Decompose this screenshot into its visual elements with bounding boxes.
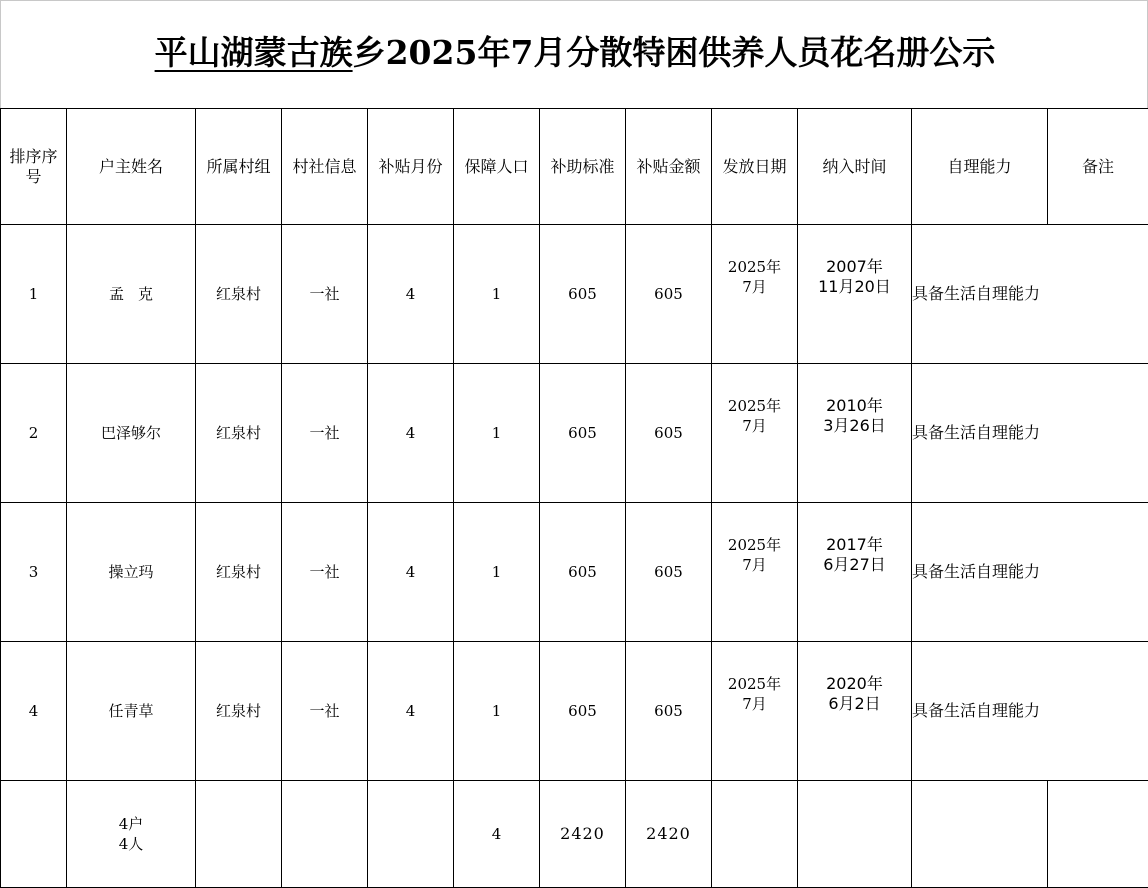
- table-row: [1, 503, 1148, 642]
- cell-standard: 605: [540, 503, 626, 642]
- cell-group: 红泉村: [196, 503, 282, 642]
- cell-months: 4: [368, 503, 454, 642]
- cell-group: 红泉村: [196, 642, 282, 781]
- cell-remark: [1048, 225, 1148, 364]
- header-months: 补贴月份: [368, 109, 454, 225]
- cell-enroll-time: 2017年 6月27日: [798, 503, 912, 642]
- cell-persons: 1: [454, 503, 540, 642]
- cell-owner: 孟克: [67, 225, 196, 364]
- cell-issue-date: 2025年 7月: [712, 225, 798, 364]
- header-amount: 补贴金额: [626, 109, 712, 225]
- header-row: [1, 109, 1148, 225]
- header-persons: 保障人口: [454, 109, 540, 225]
- header-seq: 排序序号: [1, 109, 67, 225]
- total-standard: 2420: [540, 781, 626, 888]
- cell-group: 红泉村: [196, 225, 282, 364]
- cell-issue-date: 2025年 7月: [712, 642, 798, 781]
- cell-enroll-time: 2007年 11月20日: [798, 225, 912, 364]
- page-title: [1, 27, 1148, 74]
- cell-village-info: 一社: [282, 503, 368, 642]
- total-enroll-time: [798, 781, 912, 888]
- header-group: 所属村组: [196, 109, 282, 225]
- header-village-info: 村社信息: [282, 109, 368, 225]
- total-issue-date: [712, 781, 798, 888]
- total-months: [368, 781, 454, 888]
- cell-village-info: 一社: [282, 364, 368, 503]
- cell-self-care: 具备生活自理能力: [912, 503, 1048, 642]
- cell-persons: 1: [454, 642, 540, 781]
- total-village-info: [282, 781, 368, 888]
- title-area: [0, 0, 1148, 108]
- total-self-care: [912, 781, 1048, 888]
- total-persons: 4: [454, 781, 540, 888]
- header-remark: 备注: [1048, 109, 1148, 225]
- cell-remark: [1048, 364, 1148, 503]
- cell-self-care: 具备生活自理能力: [912, 642, 1048, 781]
- cell-standard: 605: [540, 642, 626, 781]
- cell-self-care: 具备生活自理能力: [912, 364, 1048, 503]
- page-title-part2: 乡2025年7月分散特困供养人员花名册公示: [353, 33, 996, 72]
- cell-remark: [1048, 503, 1148, 642]
- cell-seq: 1: [1, 225, 67, 364]
- header-self-care: 自理能力: [912, 109, 1048, 225]
- cell-issue-date: 2025年 7月: [712, 503, 798, 642]
- cell-seq: 2: [1, 364, 67, 503]
- cell-standard: 605: [540, 364, 626, 503]
- cell-issue-date: 2025年 7月: [712, 364, 798, 503]
- cell-standard: 605: [540, 225, 626, 364]
- table-row: [1, 364, 1148, 503]
- header-standard: 补助标准: [540, 109, 626, 225]
- cell-owner: 任青草: [67, 642, 196, 781]
- roster-table: [0, 108, 1148, 888]
- cell-amount: 605: [626, 642, 712, 781]
- total-row: [1, 781, 1148, 888]
- cell-amount: 605: [626, 225, 712, 364]
- total-group: [196, 781, 282, 888]
- total-households: 4户 4人: [67, 781, 196, 888]
- total-seq: [1, 781, 67, 888]
- cell-seq: 4: [1, 642, 67, 781]
- header-owner: 户主姓名: [67, 109, 196, 225]
- cell-amount: 605: [626, 364, 712, 503]
- cell-months: 4: [368, 225, 454, 364]
- cell-owner: 巴泽够尔: [67, 364, 196, 503]
- cell-seq: 3: [1, 503, 67, 642]
- cell-persons: 1: [454, 364, 540, 503]
- cell-months: 4: [368, 364, 454, 503]
- cell-owner: 操立玛: [67, 503, 196, 642]
- cell-months: 4: [368, 642, 454, 781]
- header-enroll-time: 纳入时间: [798, 109, 912, 225]
- cell-enroll-time: 2010年 3月26日: [798, 364, 912, 503]
- cell-amount: 605: [626, 503, 712, 642]
- cell-group: 红泉村: [196, 364, 282, 503]
- total-remark: [1048, 781, 1148, 888]
- table-row: [1, 642, 1148, 781]
- cell-persons: 1: [454, 225, 540, 364]
- total-amount: 2420: [626, 781, 712, 888]
- cell-remark: [1048, 642, 1148, 781]
- cell-village-info: 一社: [282, 225, 368, 364]
- cell-village-info: 一社: [282, 642, 368, 781]
- cell-self-care: 具备生活自理能力: [912, 225, 1048, 364]
- table-row: [1, 225, 1148, 364]
- cell-enroll-time: 2020年 6月2日: [798, 642, 912, 781]
- page-title-part1: 平山湖蒙古族: [155, 33, 353, 72]
- header-issue-date: 发放日期: [712, 109, 798, 225]
